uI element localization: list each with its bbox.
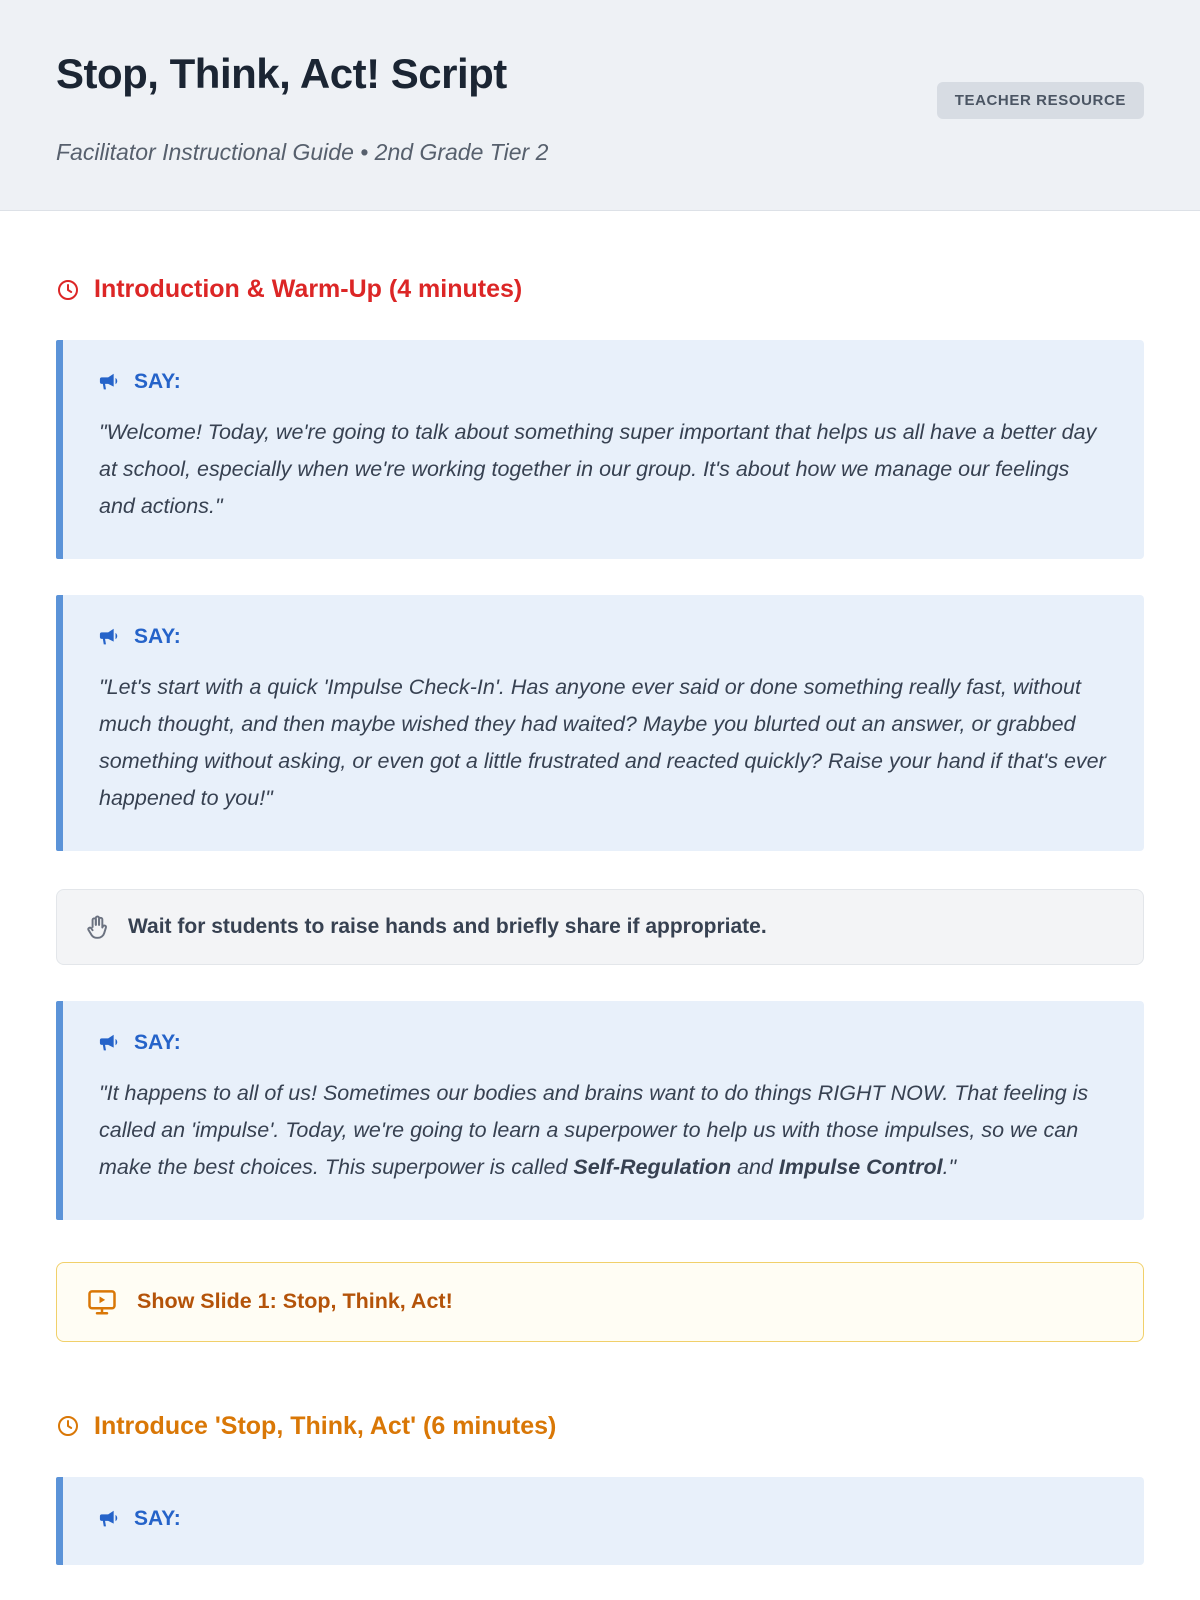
megaphone-icon — [99, 626, 121, 648]
section-heading-introduction — [56, 275, 1144, 304]
show-slide-callout — [56, 1262, 1144, 1342]
say-text-segment: and — [731, 1154, 779, 1179]
teacher-resource-badge: TEACHER RESOURCE — [937, 82, 1144, 119]
say-block-4 — [56, 1477, 1144, 1565]
say-label: SAY: — [134, 624, 181, 648]
page-subtitle: Facilitator Instructional Guide • 2nd Grade Tier 2 — [56, 139, 549, 165]
say-block-2 — [56, 595, 1144, 851]
say-label-row — [99, 370, 1108, 394]
raised-hand-icon — [85, 914, 111, 940]
page-title: Stop, Think, Act! Script — [56, 50, 507, 97]
say-text: "Welcome! Today, we're going to talk about something super important that helps us all have a better day at school, especially when we're working together in our group. It's about how we manage our feelings and actions." — [99, 420, 1097, 518]
clock-icon — [56, 278, 80, 302]
say-label: SAY: — [134, 370, 181, 393]
show-slide-text: Show Slide 1: Stop, Think, Act! — [137, 1289, 453, 1314]
megaphone-icon — [99, 1032, 121, 1054]
say-text: "Let's start with a quick 'Impulse Check-In'. Has anyone ever said or done something really fast, without much thought, and then maybe wished they had waited? Maybe you blurted out an answer, or grabbed something without asking, or even got a little frustrated and reacted quickly? Raise your hand if that's ever happened to you!" — [99, 674, 1106, 810]
facilitator-note-text: Wait for students to raise hands and briefly share if appropriate. — [128, 914, 767, 938]
say-text — [99, 1075, 1108, 1186]
say-text-bold-segment: Self-Regulation — [573, 1154, 732, 1179]
megaphone-icon — [99, 371, 121, 393]
clock-icon — [56, 1414, 80, 1438]
section-heading-label: Introduction & Warm-Up (4 minutes) — [94, 275, 523, 303]
say-text-segment: "It happens to all of us! Sometimes our bodies and brains want to do things RIGHT NOW. That feeling is called an 'impulse'. Today, we're going to learn a superpower to help us with those impulses, so we can make the best choices. This superpower is called — [99, 1080, 1089, 1179]
say-label-row — [99, 625, 1108, 649]
monitor-play-icon — [87, 1287, 117, 1317]
say-label-row — [99, 1507, 1108, 1531]
page-header — [0, 0, 1200, 211]
say-text-segment: ." — [942, 1154, 957, 1179]
say-label-row — [99, 1031, 1108, 1055]
megaphone-icon — [99, 1508, 121, 1530]
say-block-3 — [56, 1001, 1144, 1220]
say-text-bold-segment: Impulse Control — [778, 1154, 943, 1179]
say-label: SAY: — [134, 1030, 181, 1054]
section-heading-introduce-stop-think-act — [56, 1412, 1144, 1441]
say-label: SAY: — [134, 1506, 181, 1530]
script-content — [0, 211, 1200, 1565]
say-block-1 — [56, 340, 1144, 559]
section-heading-label: Introduce 'Stop, Think, Act' (6 minutes) — [94, 1411, 557, 1440]
facilitator-note — [56, 889, 1144, 965]
